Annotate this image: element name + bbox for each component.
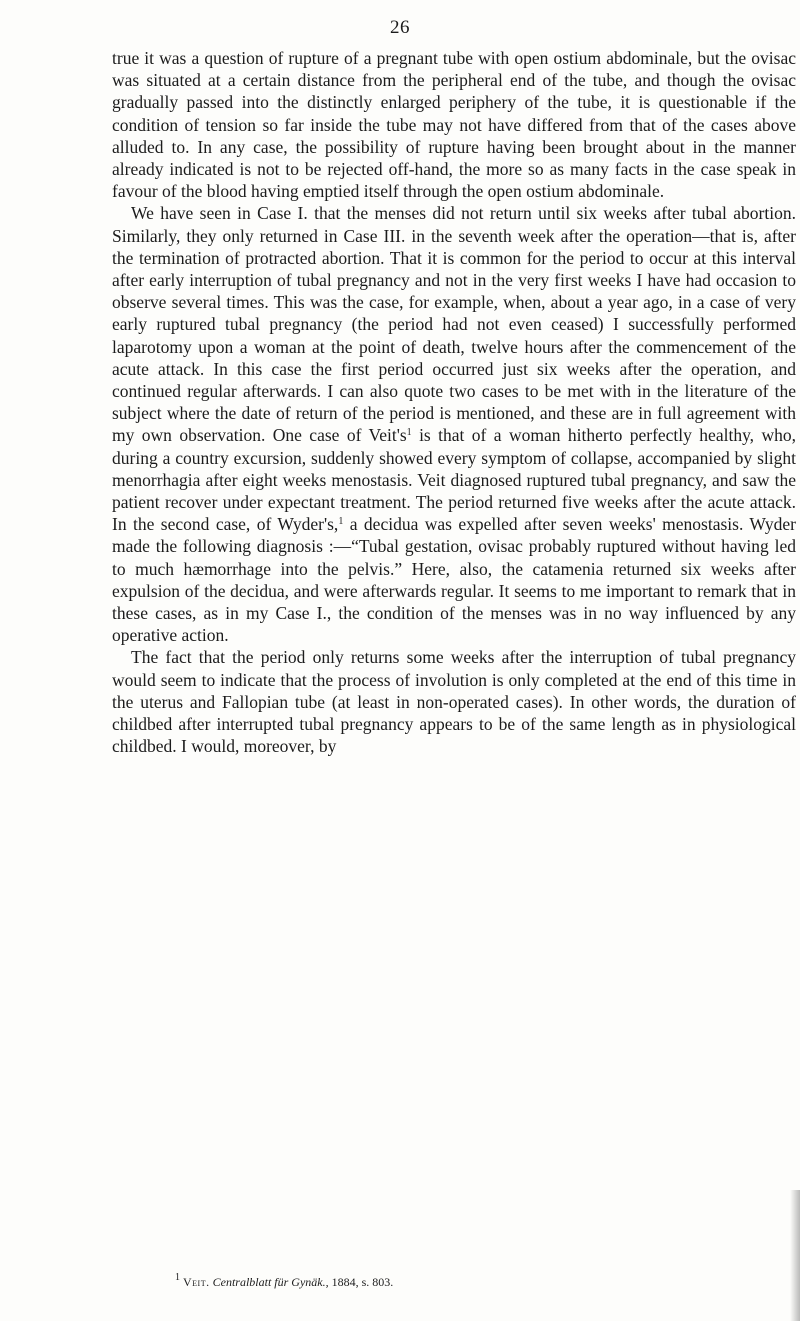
body-text (112, 47, 796, 758)
paragraph-2-end: a decidua was expelled after seven weeks' menostasis. Wyder made the following diagnosis :—“Tubal gestation, ovisac probably ruptured without having led to much hæmorrhage into the pelvis.” Here, also, the catamenia returned six weeks after expulsion of the decidua, and were afterwards regular. It seems to me important to remark that in these cases, as in my Case I., the condition of the menses was in no way influenced by any operative action. (112, 514, 796, 646)
footnote (175, 1272, 775, 1289)
footnote-journal: Centralblatt für Gynäk., (212, 1275, 329, 1289)
paragraph-2-continued: is that of a woman hitherto perfectly healthy, who, during a country excursion, suddenly showed every symptom of collapse, accompanied by slight menorrhagia after eight weeks menostasis. Veit diagnosed ruptured tubal pregnancy, and saw the patient recover under expectant treatment. The period returned five weeks after the acute attack. In the second case, of Wyder's, (112, 425, 796, 535)
page-edge-shadow (790, 1190, 800, 1321)
paragraph-3: The fact that the period only returns some weeks after the interruption of tubal pregnancy would seem to indicate that the process of involution is only completed at the end of this time in the uterus and Fallopian tube (at least in non-operated cases). In other words, the duration of childbed after interrupted tubal pregnancy appears to be of the same length as in physiological childbed. I would, moreover, by (112, 647, 796, 757)
footnote-mark: 1 (175, 1272, 180, 1283)
paragraph-1: true it was a question of rupture of a pregnant tube with open ostium abdominale, but the ovisac was situated at a certain distance from the peripheral end of the tube, and though the ovisac gradually passed into the distinctly enlarged periphery of the tube, it is questionable if the condition of tension so far inside the tube may not have differed from that of the cases above alluded to. In any case, the possibility of rupture having been brought about in the manner already indicated is not to be rejected off-hand, the more so as many facts in the case speak in favour of the blood having emptied itself through the open ostium abdominale. (112, 48, 796, 202)
paragraph-2-text: We have seen in Case I. that the menses did not return until six weeks after tubal abortion. Similarly, they only returned in Case III. in the seventh week after the operation—that is, after the termination of protracted abortion. That it is common for the period to occur at this interval after early interruption of tubal pregnancy and not in the very first weeks I have had occasion to observe several times. This was the case, for example, when, about a year ago, in a case of very early ruptured tubal pregnancy (the period had not even ceased) I successfully performed laparotomy upon a woman at the point of death, twelve hours after the commencement of the acute attack. In this case the first period occurred just six weeks after the operation, and continued regular afterwards. I can also quote two cases to be met with in the literature of the subject where the date of return of the period is mentioned, and these are in full agreement with my own observation. One case of Veit's (112, 203, 796, 446)
footnote-reference: 1 (406, 427, 412, 439)
paragraph-2 (112, 202, 796, 646)
footnote-reference: 1 (338, 516, 344, 528)
footnote-details: 1884, s. 803. (331, 1275, 394, 1289)
footnote-author: Veit. (183, 1275, 210, 1289)
page-number: 26 (390, 17, 410, 38)
